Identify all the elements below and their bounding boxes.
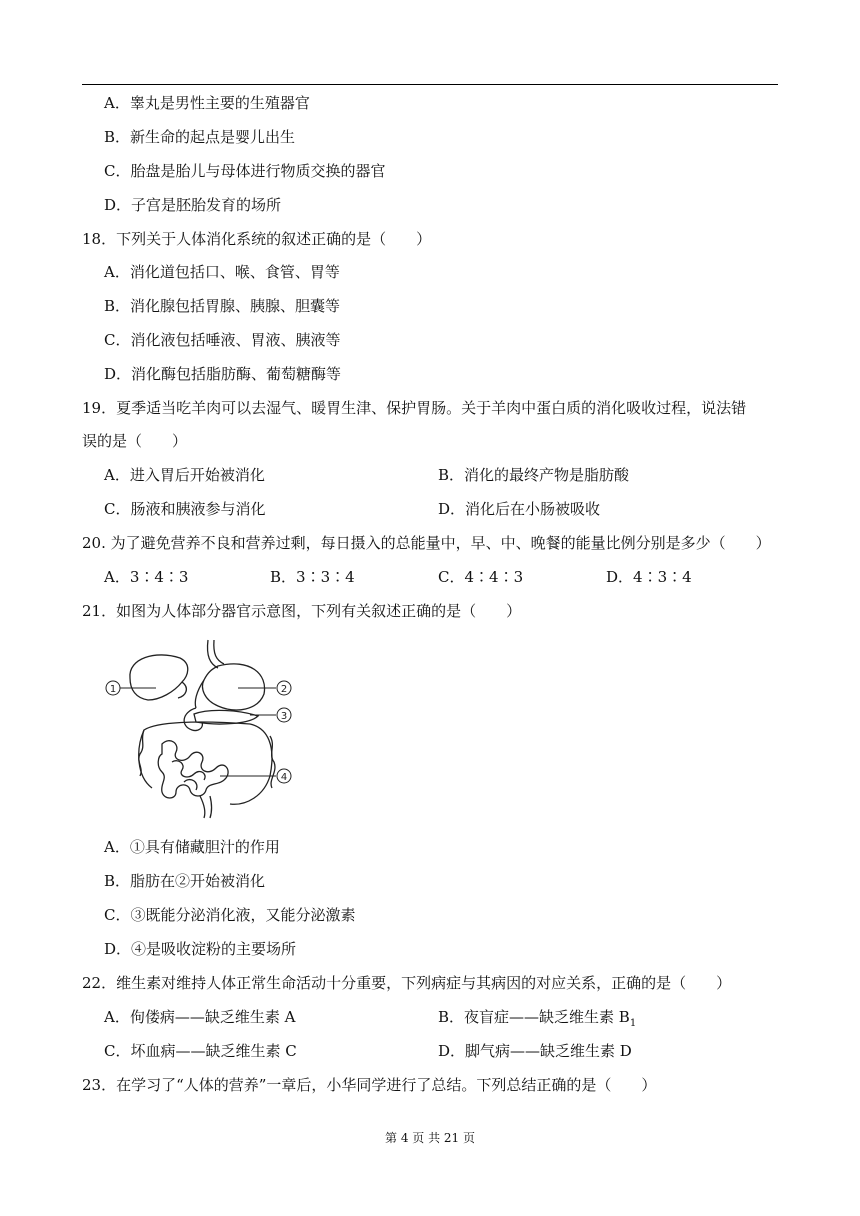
q19-stem-line2: 误的是（ ）: [82, 432, 188, 450]
figure-label-1: 1: [109, 684, 117, 695]
q18-stem: 18．下列关于人体消化系统的叙述正确的是（ ）: [82, 230, 432, 248]
q21-option-a: A．①具有储藏胆汁的作用: [104, 838, 280, 856]
figure-label-2: 2: [280, 684, 288, 695]
q22-option-b-text: B．夜盲症——缺乏维生素 B: [438, 1008, 630, 1026]
q18-option-b: B．消化腺包括胃腺、胰腺、胆囊等: [104, 297, 341, 315]
q20-option-c: C．4∶4∶3: [438, 568, 524, 586]
digestive-system-figure: [100, 636, 310, 821]
q20-option-d: D．4∶3∶4: [606, 568, 692, 586]
page-footer: 第 4 页 共 21 页: [385, 1131, 475, 1145]
q19-option-d: D．消化后在小肠被吸收: [438, 500, 601, 518]
q17-option-b: B．新生命的起点是婴儿出生: [104, 128, 296, 146]
q23-stem: 23．在学习了“人体的营养”一章后，小华同学进行了总结。下列总结正确的是（ ）: [82, 1076, 657, 1094]
q21-option-d: D．④是吸收淀粉的主要场所: [104, 940, 297, 958]
q17-option-a: A．睾丸是男性主要的生殖器官: [104, 94, 310, 112]
q21-option-c: C．③既能分泌消化液，又能分泌激素: [104, 906, 356, 924]
figure-label-3: 3: [280, 711, 288, 722]
q18-option-d: D．消化酶包括脂肪酶、葡萄糖酶等: [104, 365, 342, 383]
q22-option-d: D．脚气病——缺乏维生素 D: [438, 1042, 632, 1060]
figure-label-4: 4: [280, 772, 288, 783]
esophagus: [207, 640, 218, 668]
q22-stem: 22．维生素对维持人体正常生命活动十分重要，下列病症与其病因的对应关系，正确的是（ ）: [82, 974, 732, 992]
liver: [130, 655, 188, 700]
q20-stem: 20. 为了避免营养不良和营养过剩，每日摄入的总能量中，早、中、晚餐的能量比例分别是多少（ ）: [82, 534, 771, 552]
q18-option-a: A．消化道包括口、喉、食管、胃等: [104, 263, 340, 281]
q19-option-a: A．进入胃后开始被消化: [104, 466, 265, 484]
q19-option-c: C．肠液和胰液参与消化: [104, 500, 266, 518]
q22-option-a: A．佝偻病——缺乏维生素 A: [104, 1008, 296, 1026]
stomach: [203, 664, 265, 710]
q22-option-b: [438, 1007, 636, 1034]
q19-stem-line1: 19．夏季适当吃羊肉可以去湿气、暖胃生津、保护胃肠。关于羊肉中蛋白质的消化吸收过程，说法错: [82, 399, 747, 417]
esophagus-inner: [214, 640, 224, 664]
q21-stem: 21．如图为人体部分器官示意图，下列有关叙述正确的是（ ）: [82, 602, 522, 620]
header-rule: [82, 84, 778, 85]
q20-option-a: A．3∶4∶3: [104, 568, 189, 586]
q17-option-c: C．胎盘是胎儿与母体进行物质交换的器官: [104, 162, 386, 180]
q17-option-d: D．子宫是胚胎发育的场所: [104, 196, 282, 214]
q18-option-c: C．消化液包括唾液、胃液、胰液等: [104, 331, 341, 349]
small-intestine: [158, 741, 228, 798]
q22-option-b-subscript: 1: [629, 1018, 637, 1029]
rectum: [200, 796, 212, 818]
q21-option-b: B．脂肪在②开始被消化: [104, 872, 266, 890]
q19-option-b: B．消化的最终产物是脂肪酸: [438, 466, 630, 484]
q20-option-b: B．3∶3∶4: [270, 568, 355, 586]
q22-option-c: C．坏血病——缺乏维生素 C: [104, 1042, 297, 1060]
